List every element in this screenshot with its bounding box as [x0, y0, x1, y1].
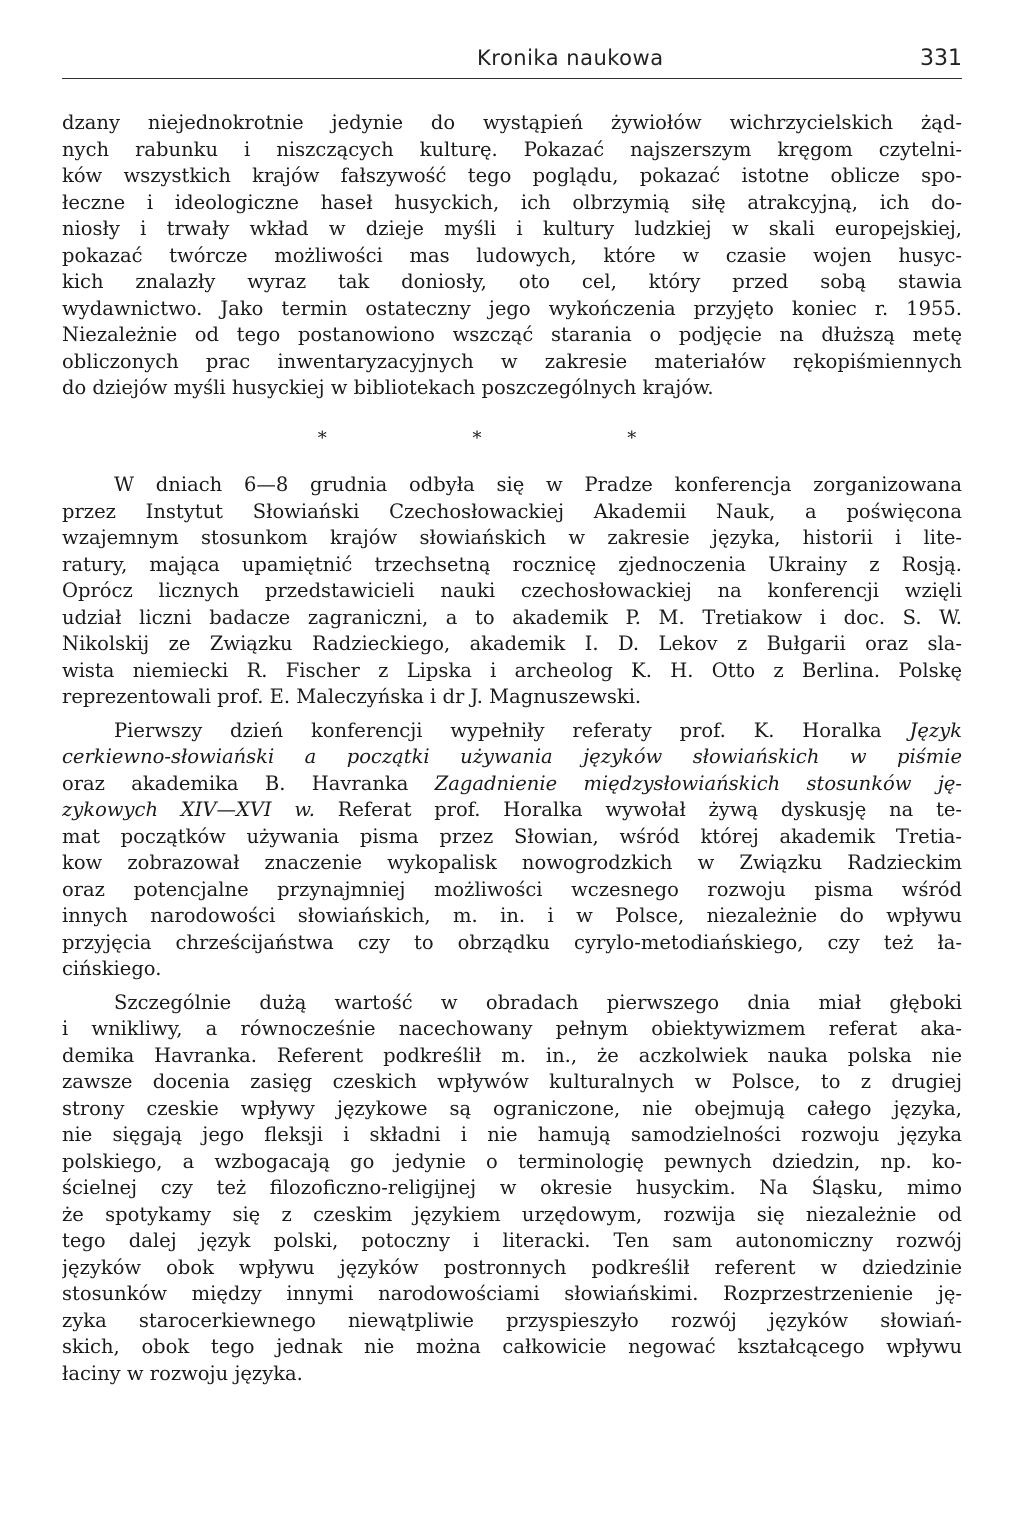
text-line: udział liczni badacze zagraniczni, a to akademik P. M. Tretiakow i doc. S. W. [62, 605, 962, 629]
text-line: Szczególnie dużą wartość w obradach pierwszego dnia miał głęboki [114, 990, 962, 1014]
paragraph-2 [62, 472, 962, 711]
text-line: że spotykamy się z czeskim językiem urzędowym, rozwija się niezależnie od [62, 1202, 962, 1226]
paragraph-1 [62, 110, 962, 402]
paragraph-4 [62, 990, 962, 1388]
text-line: ratury, mająca upamiętnić trzechsetną rocznicę zjednoczenia Ukrainy z Rosją. [62, 552, 962, 576]
text-line: języków obok wpływu języków postronnych podkreślił referent w dziedzinie [62, 1255, 962, 1279]
text-line: ścielnej czy też filozoficzno-religijnej w okresie husyckim. Na Śląsku, mimo [62, 1176, 962, 1199]
text-line: do dziejów myśli husyckiej w bibliotekach poszczególnych krajów. [62, 376, 714, 399]
text-run: Referat prof. Horalka wywołał żywą dyskusję na te- [314, 798, 962, 821]
text-line: reprezentowali prof. E. Maleczyńska i dr J. Magnuszewski. [62, 685, 642, 708]
article-body [62, 110, 962, 1387]
text-line: Nikolskij ze Związku Radzieckiego, akademik I. D. Lekov z Bułgarii oraz sla- [62, 632, 962, 655]
text-line: ków wszystkich krajów fałszywość tego poglądu, pokazać istotne oblicze spo- [62, 164, 962, 187]
page-number: 331 [920, 46, 962, 71]
italic-title: zykowych XIV—XVI w. [62, 798, 315, 821]
text-line [62, 718, 962, 745]
text-line: innych narodowości słowiańskich, m. in. i w Polsce, niezależnie do wpływu [62, 904, 962, 927]
text-line: pokazać twórcze możliwości mas ludowych, które w czasie wojen husyc- [62, 243, 962, 267]
text-run: Pierwszy dzień konferencji wypełniły referaty prof. K. Horalka [114, 718, 910, 742]
text-line: wzajemnym stosunkom krajów słowiańskich w zakresie języka, historii i lite- [62, 526, 962, 549]
text-line: zyka starocerkiewnego niewątpliwie przyspieszyło rozwój języków słowiań- [62, 1308, 962, 1332]
page-header [62, 38, 962, 78]
running-title: Kronika naukowa [477, 46, 664, 70]
italic-title: Zagadnienie międzysłowiańskich stosunków ję- [434, 771, 962, 795]
text-line: zawsze docenia zasięg czeskich wpływów kulturalnych w Polsce, to z drugiej [62, 1070, 962, 1093]
text-line: przez Instytut Słowiański Czechosłowackiej Akademii Nauk, a poświęcona [62, 499, 962, 523]
text-line: strony czeskie wpływy językowe są ograniczone, nie obejmują całego języka, [62, 1096, 962, 1120]
paragraph-3 [62, 718, 962, 983]
text-run: oraz akademika B. Havranka [62, 771, 435, 795]
header-rule [62, 78, 962, 79]
text-line: niosły i trwały wkład w dzieje myśli i kultury ludzkiej w skali europejskiej, [62, 217, 962, 240]
text-line: łeczne i ideologiczne haseł husyckich, ich olbrzymią siłę atrakcyjną, ich do- [62, 190, 962, 214]
italic-title: cerkiewno-słowiański a początki używania językόw słowiańskich w piśmie [62, 745, 962, 768]
text-line: tego dalej język polski, potoczny i literacki. Ten sam autonomiczny rozwój [62, 1229, 962, 1252]
text-line: łaciny w rozwoju języka. [62, 1361, 303, 1385]
text-line: przyjęcia chrześcijaństwa czy to obrządku cyrylo-metodiańskiego, czy też ła- [62, 930, 962, 954]
text-line: mat początków używania pisma przez Słowian, wśród której akademik Tretia- [62, 824, 962, 848]
text-line: oraz potencjalne przynajmniej możliwości wczesnego rozwoju pisma wśród [62, 877, 962, 901]
text-line: kich znalazły wyraz tak doniosły, oto cel, który przed sobą stawia [62, 270, 962, 293]
section-separator: * * * [317, 427, 707, 449]
text-line: wista niemiecki R. Fischer z Lipska i archeolog K. H. Otto z Berlina. Polskę [62, 658, 962, 682]
text-line [62, 771, 962, 798]
text-line: i wnikliwy, a równocześnie nacechowany pełnym obiektywizmem referat aka- [62, 1017, 962, 1040]
text-line [62, 744, 962, 771]
text-line: obliczonych prac inwentaryzacyjnych w zakresie materiałów rękopiśmiennych [62, 349, 962, 373]
italic-title: Język [909, 718, 962, 742]
text-line: skich, obok tego jednak nie można całkowicie negować kształcącego wpływu [62, 1335, 962, 1358]
text-line: W dniach 6—8 grudnia odbyła się w Pradze konferencja zorganizowana [114, 473, 962, 496]
text-line: Niezależnie od tego postanowiono wszcząć starania o podjęcie na dłuższą metę [62, 323, 962, 346]
text-line: kow zobrazował znaczenie wykopalisk nowogrodzkich w Związku Radzieckim [62, 851, 962, 874]
text-line: wydawnictwo. Jako termin ostateczny jego wykończenia przyjęto koniec r. 1955. [62, 296, 962, 320]
text-line: demika Havranka. Referent podkreślił m. in., że aczkolwiek nauka polska nie [62, 1043, 962, 1067]
text-line: polskiego, a wzbogacają go jedynie o terminologię pewnych dziedzin, np. ko- [62, 1149, 962, 1173]
text-line: stosunków między innymi narodowościami słowiańskimi. Rozprzestrzenienie ję- [62, 1282, 962, 1305]
text-line [62, 797, 962, 824]
text-line: nie sięgają jego fleksji i składni i nie hamują samodzielności rozwoju języka [62, 1123, 962, 1146]
text-line: Oprócz licznych przedstawicieli nauki czechosłowackiej na konferencji wzięli [62, 579, 962, 602]
text-line: cińskiego. [62, 957, 162, 980]
text-line: nych rabunku i niszczących kulturę. Pokazać najszerszym kręgom czytelni- [62, 137, 962, 161]
text-line: dzany niejednokrotnie jedynie do wystąpień żywiołów wichrzycielskich żąd- [62, 111, 962, 134]
